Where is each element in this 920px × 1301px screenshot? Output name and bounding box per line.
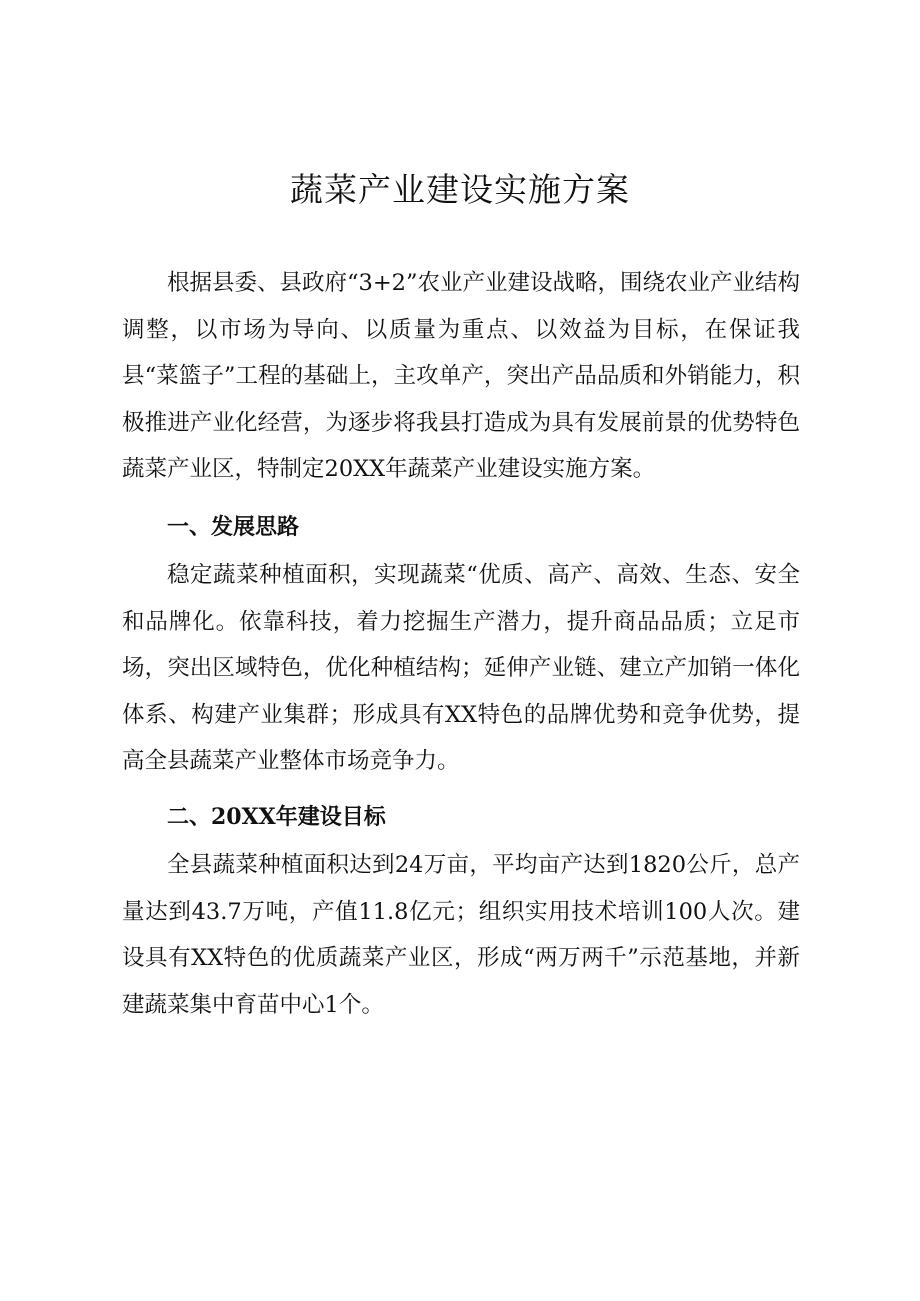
section-heading-construction-goals: 二、20XX年建设目标 — [167, 804, 386, 830]
section-heading-development-ideas: 一、发展思路 — [167, 514, 300, 540]
document-title: 蔬菜产业建设实施方案 — [290, 170, 630, 209]
section-body-construction-goals: 全县蔬菜种植面积达到24万亩，平均亩产达到1820公斤，总产量达到43.7万吨，产值11.8亿元；组织实用技术培训100人次。建设具有XX特色的优质蔬菜产业区，形成“两万两千”示范基地，并新建蔬菜集中育苗中心1个。 — [122, 852, 800, 1018]
section-body-development-ideas: 稳定蔬菜种植面积，实现蔬菜“优质、高产、高效、生态、安全和品牌化。依靠科技，着力挖掘生产潜力，提升商品品质；立足市场，突出区域特色，优化种植结构；延伸产业链、建立产加销一体化体系、构建产业集群；形成具有XX特色的品牌优势和竞争优势，提高全县蔬菜产业整体市场竞争力。 — [122, 562, 800, 774]
intro-paragraph: 根据县委、县政府“3+2”农业产业建设战略，围绕农业产业结构调整，以市场为导向、以质量为重点、以效益为目标，在保证我县“菜篮子”工程的基础上，主攻单产，突出产品品质和外销能力，积极推进产业化经营，为逐步将我县打造成为具有发展前景的优势特色蔬菜产业区，特制定20XX年蔬菜产业建设实施方案。 — [122, 270, 800, 482]
